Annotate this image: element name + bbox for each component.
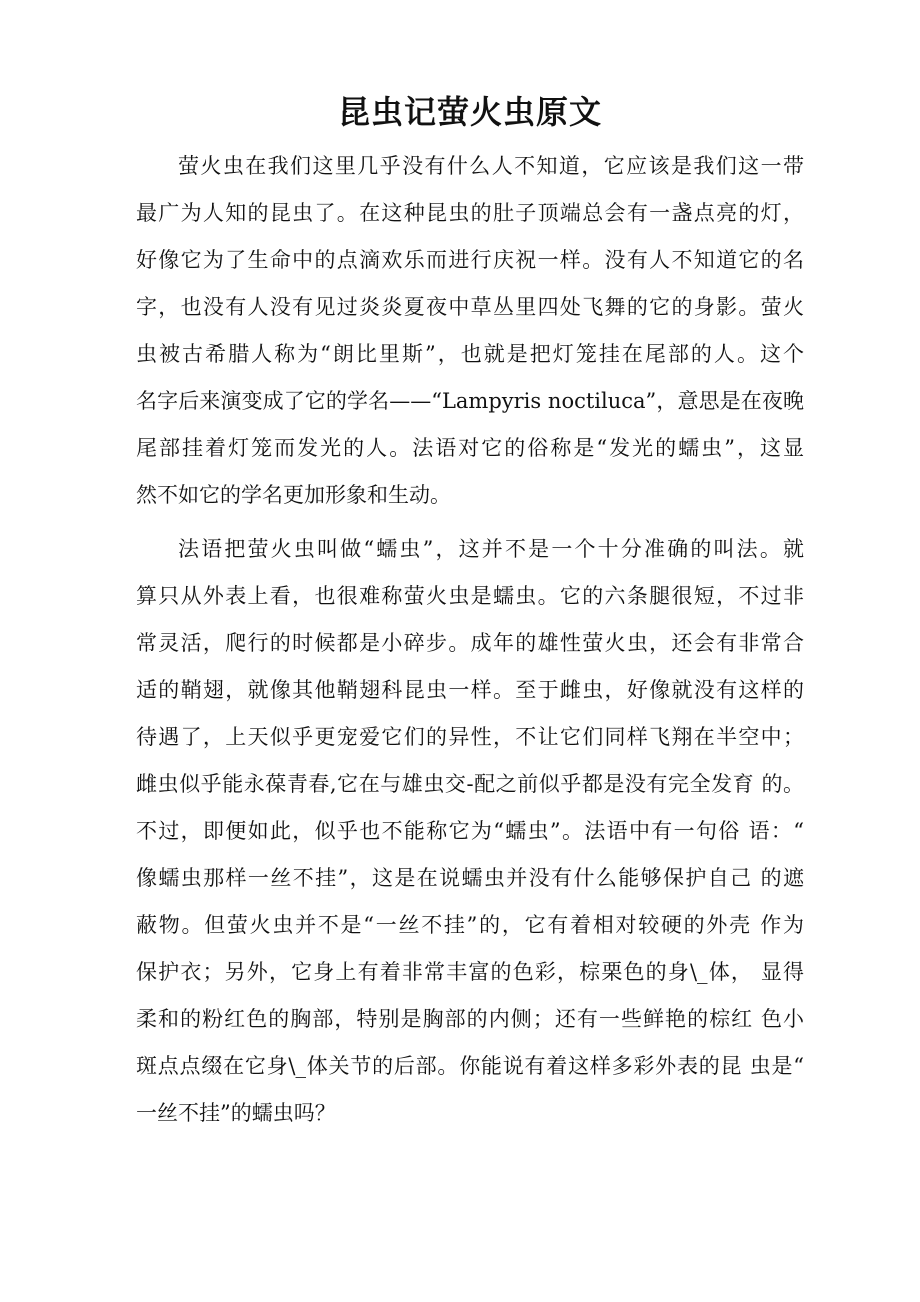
text-line: 常灵活，爬行的时候都是小碎步。成年的雄性萤火虫，还会有非常合 [136,631,804,655]
text-line: 雌虫似乎能永葆青春,它在与雄虫交-配之前似乎都是没有完全发育 的。 [136,772,804,796]
text-line: 算只从外表上看，也很难称萤火虫是蠕虫。它的六条腿很短，不过非 [136,584,804,608]
text-line: 保护衣；另外，它身上有着非常丰富的色彩，棕栗色的身\_体， 显得 [136,960,804,984]
text-line: 不过，即便如此，似乎也不能称它为“蠕虫”。法语中有一句俗 语：“ [136,819,804,843]
document-title: 昆虫记萤火虫原文 [337,93,602,131]
text-line: 名字后来演变成了它的学名——“Lampyris noctiluca”，意思是在夜晚 [136,389,804,413]
text-line: 一丝不挂”的蠕虫吗？ [136,1101,336,1125]
text-line: 法语把萤火虫叫做“蠕虫”，这并不是一个十分准确的叫法。就 [178,537,804,561]
text-line: 最广为人知的昆虫了。在这种昆虫的肚子顶端总会有一盏点亮的灯， [136,201,804,225]
text-line: 尾部挂着灯笼而发光的人。法语对它的俗称是“发光的蠕虫”，这显 [136,436,804,460]
text-line: 萤火虫在我们这里几乎没有什么人不知道，它应该是我们这一带 [178,154,804,178]
text-line: 斑点点缀在它身\_体关节的后部。你能说有着这样多彩外表的昆 虫是“ [136,1054,804,1078]
paragraph-2 [136,526,804,1137]
text-line: 好像它为了生命中的点滴欢乐而进行庆祝一样。没有人不知道它的名 [136,248,804,272]
text-line: 然不如它的学名更加形象和生动。 [136,483,451,507]
text-line: 像蠕虫那样一丝不挂”，这是在说蠕虫并没有什么能够保护自己 的遮 [136,866,804,890]
text-line: 字，也没有人没有见过炎炎夏夜中草丛里四处飞舞的它的身影。萤火 [136,295,804,319]
document-body [136,143,804,1144]
text-line: 待遇了，上天似乎更宠爱它们的异性，不让它们同样飞翔在半空中； [136,725,804,749]
text-line: 虫被古希腊人称为“朗比里斯”，也就是把灯笼挂在尾部的人。这个 [136,342,804,366]
paragraph-1 [136,143,804,519]
text-line: 蔽物。但萤火虫并不是“一丝不挂”的，它有着相对较硬的外壳 作为 [136,913,804,937]
text-line: 适的鞘翅，就像其他鞘翅科昆虫一样。至于雌虫，好像就没有这样的 [136,678,804,702]
text-line: 柔和的粉红色的胸部，特别是胸部的内侧；还有一些鲜艳的棕红 色小 [136,1007,804,1031]
